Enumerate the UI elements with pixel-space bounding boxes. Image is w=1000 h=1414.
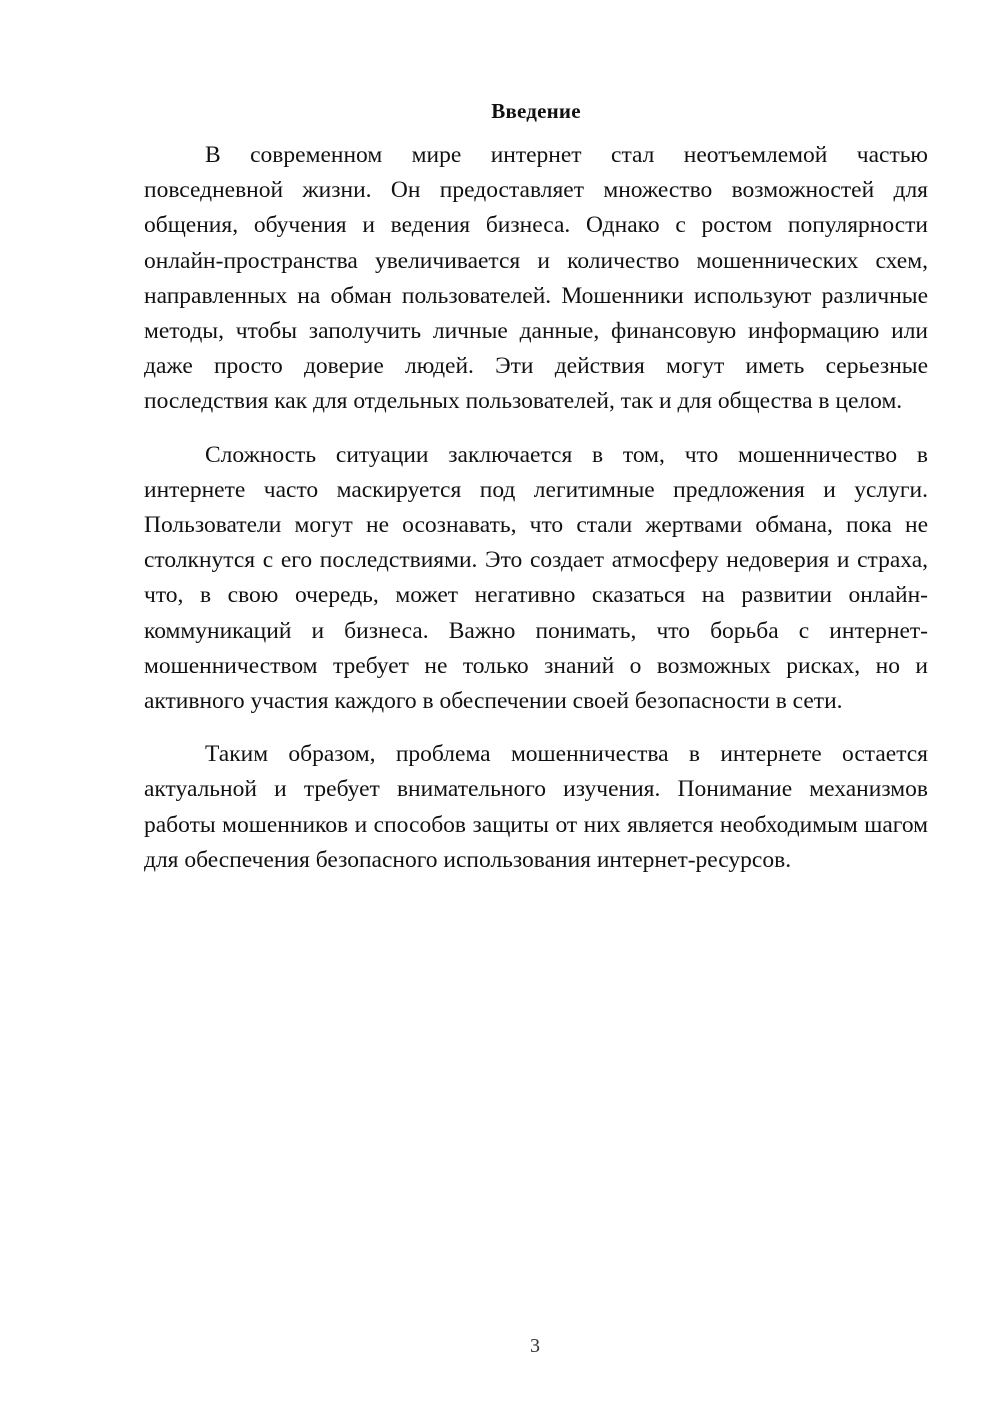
paragraph-1: В современном мире интернет стал неотъемлемой частью повседневной жизни. Он предоставляет множество возможностей для общения, обучения и ведения бизнеса. Однако с ростом популярности онлайн-пространства увеличивается и количество мошеннических схем, направленных на обман пользователей. Мошенники используют различные методы, чтобы заполучить личные данные, финансовую информацию или даже просто доверие людей. Эти действия могут иметь серьезные последствия как для отдельных пользователей, так и для общества в целом. <box>144 142 928 415</box>
page-content <box>144 96 928 896</box>
paragraph-3: Таким образом, проблема мошенничества в интернете остается актуальной и требует внимательного изучения. Понимание механизмов работы мошенников и способов защиты от них является необходимым шагом для обеспечения безопасного использования интернет-ресурсов. <box>144 741 928 873</box>
page-number: 3 <box>530 1335 540 1357</box>
section-title: Введение <box>491 99 581 123</box>
paragraph-2: Сложность ситуации заключается в том, что мошенничество в интернете часто маскируется под легитимные предложения и услуги. Пользователи могут не осознавать, что стали жертвами обмана, пока не столкнутся с его последствиями. Это создает атмосферу недоверия и страха, что, в свою очередь, может негативно сказаться на развитии онлайн-коммуникаций и бизнеса. Важно понимать, что борьба с интернет-мошенничеством требует не только знаний о возможных рисках, но и активного участия каждого в обеспечении своей безопасности в сети. <box>144 441 928 715</box>
